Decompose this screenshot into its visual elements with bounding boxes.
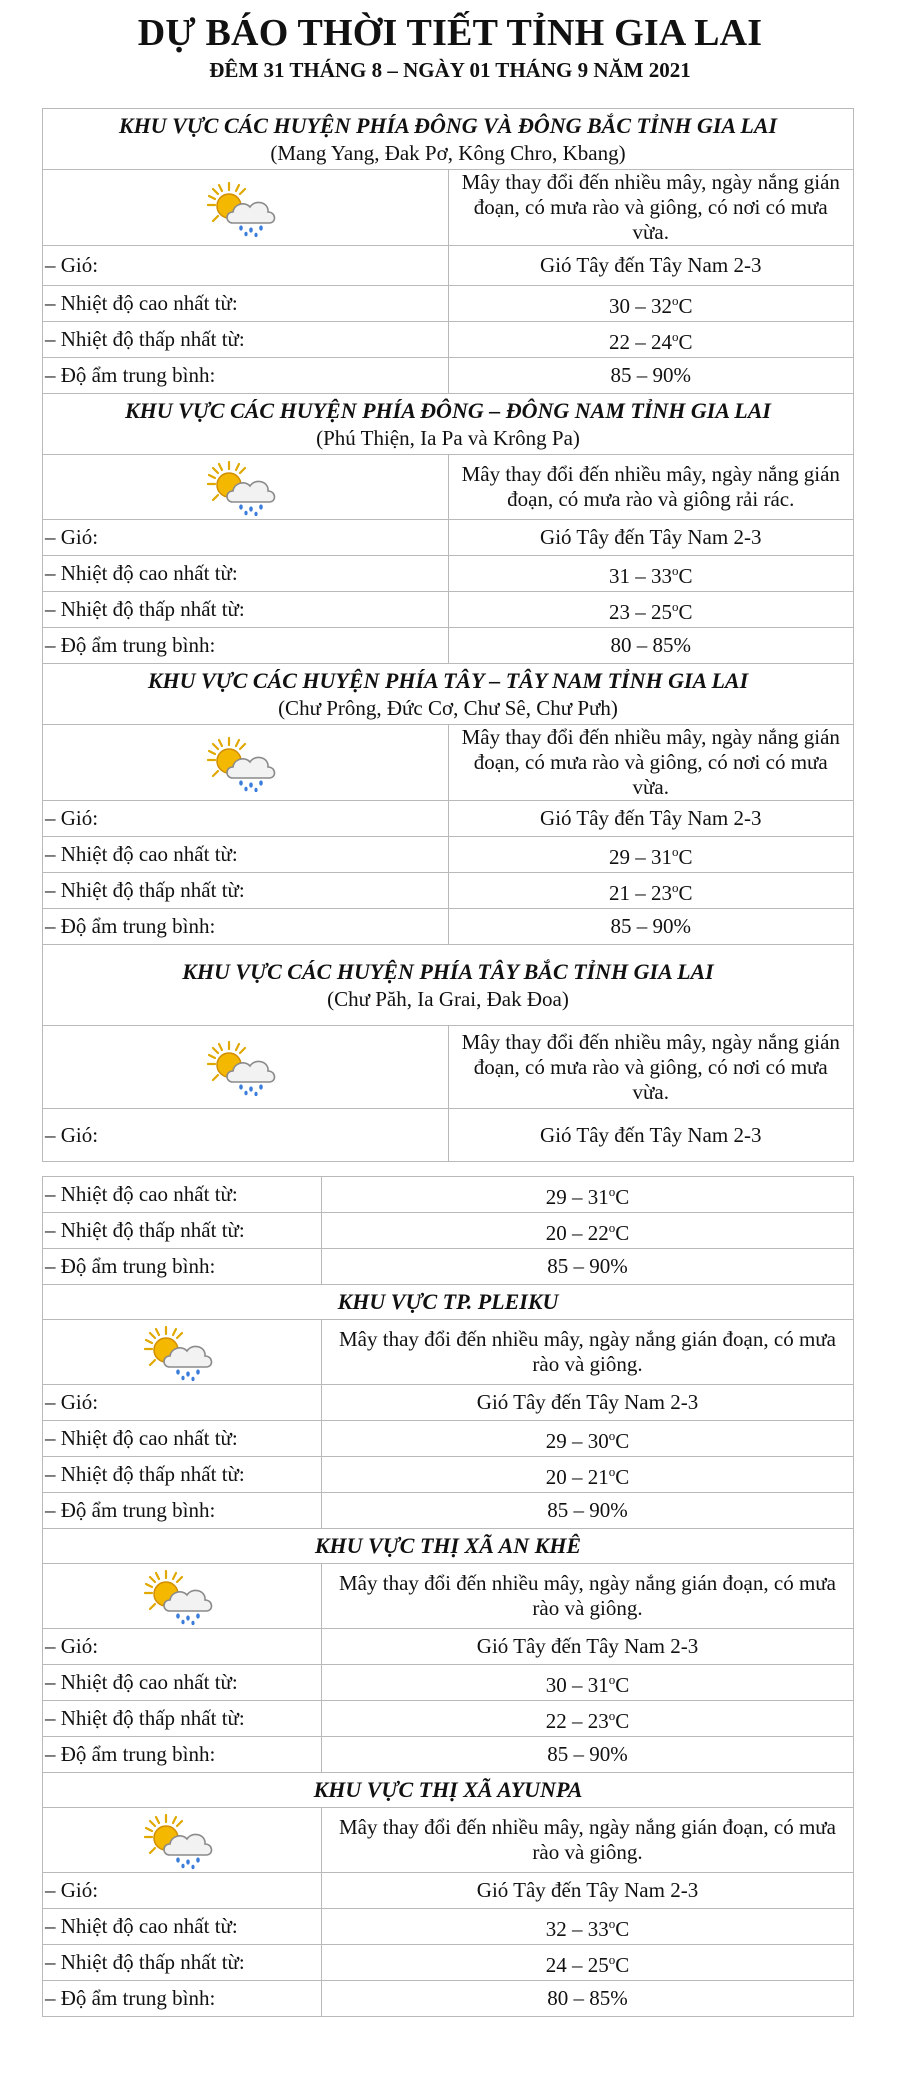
temp-max-label: – Nhiệt độ cao nhất từ: bbox=[43, 1665, 322, 1701]
wind-label: – Gió: bbox=[43, 246, 449, 286]
temp-min-label: – Nhiệt độ thấp nhất từ: bbox=[43, 1945, 322, 1981]
forecast-description: Mây thay đổi đến nhiều mây, ngày nắng gián đoạn, có mưa rào và giông rải rác. bbox=[448, 455, 854, 520]
region-districts: (Chư Prông, Đức Cơ, Chư Sê, Chư Pưh) bbox=[278, 696, 618, 720]
region-name: KHU VỰC CÁC HUYỆN PHÍA TÂY – TÂY NAM TỈNH GIA LAI bbox=[147, 668, 749, 693]
humidity-value: 85 – 90% bbox=[322, 1493, 854, 1529]
forecast-content bbox=[42, 108, 854, 2017]
region-name: KHU VỰC THỊ XÃ AN KHÊ bbox=[314, 1533, 582, 1558]
temp-max-label: – Nhiệt độ cao nhất từ: bbox=[43, 1421, 322, 1457]
region-header bbox=[43, 1773, 854, 1808]
temp-min-row bbox=[43, 592, 854, 628]
wind-row bbox=[43, 246, 854, 286]
sun-cloud-rain-icon bbox=[142, 1323, 218, 1381]
temp-min-value: 20 – 21$^o$C bbox=[322, 1457, 854, 1493]
humidity-label: – Độ ẩm trung bình: bbox=[43, 1493, 322, 1529]
temp-max-label: – Nhiệt độ cao nhất từ: bbox=[43, 1177, 322, 1213]
region-districts: (Phú Thiện, Ia Pa và Krông Pa) bbox=[316, 426, 580, 450]
region-name: KHU VỰC CÁC HUYỆN PHÍA TÂY BẮC TỈNH GIA LAI bbox=[182, 959, 714, 984]
temp-min-value: 24 – 25$^o$C bbox=[322, 1945, 854, 1981]
wind-value: Gió Tây đến Tây Nam 2-3 bbox=[322, 1385, 854, 1421]
wind-row bbox=[43, 520, 854, 556]
wind-value: Gió Tây đến Tây Nam 2-3 bbox=[448, 801, 854, 837]
temp-max-row bbox=[43, 1177, 854, 1213]
humidity-label: – Độ ẩm trung bình: bbox=[43, 1737, 322, 1773]
humidity-row bbox=[43, 628, 854, 664]
temp-min-label: – Nhiệt độ thấp nhất từ: bbox=[43, 1457, 322, 1493]
temp-max-value: 30 – 31$^o$C bbox=[322, 1665, 854, 1701]
temp-max-value: 30 – 32$^o$C bbox=[448, 286, 854, 322]
wind-row bbox=[43, 1385, 854, 1421]
page-header bbox=[0, 0, 900, 83]
temp-max-label: – Nhiệt độ cao nhất từ: bbox=[43, 1909, 322, 1945]
sun-cloud-rain-icon bbox=[142, 1567, 218, 1625]
temp-min-row bbox=[43, 1213, 854, 1249]
humidity-row bbox=[43, 1737, 854, 1773]
humidity-label: – Độ ẩm trung bình: bbox=[43, 628, 449, 664]
humidity-value: 85 – 90% bbox=[448, 909, 854, 945]
temp-max-label: – Nhiệt độ cao nhất từ: bbox=[43, 286, 449, 322]
temp-min-value: 21 – 23$^o$C bbox=[448, 873, 854, 909]
region-header bbox=[43, 394, 854, 455]
humidity-value: 85 – 90% bbox=[322, 1249, 854, 1285]
region-forecast-row bbox=[43, 1026, 854, 1109]
region-header bbox=[43, 109, 854, 170]
temp-min-label: – Nhiệt độ thấp nhất từ: bbox=[43, 1701, 322, 1737]
humidity-value: 85 – 90% bbox=[322, 1737, 854, 1773]
region-name: KHU VỰC THỊ XÃ AYUNPA bbox=[313, 1777, 583, 1802]
forecast-description: Mây thay đổi đến nhiều mây, ngày nắng gián đoạn, có mưa rào và giông, có nơi có mưa vừa. bbox=[448, 170, 854, 246]
humidity-row bbox=[43, 1981, 854, 2017]
temp-min-row bbox=[43, 1701, 854, 1737]
sun-cloud-rain-icon bbox=[205, 179, 281, 237]
temp-max-row bbox=[43, 286, 854, 322]
wind-value: Gió Tây đến Tây Nam 2-3 bbox=[322, 1629, 854, 1665]
page-subtitle: ĐÊM 31 THÁNG 8 – NGÀY 01 THÁNG 9 NĂM 2021 bbox=[209, 58, 691, 82]
temp-min-row bbox=[43, 322, 854, 358]
sun-cloud-rain-icon bbox=[205, 734, 281, 792]
humidity-row bbox=[43, 909, 854, 945]
forecast-description: Mây thay đổi đến nhiều mây, ngày nắng gián đoạn, có mưa rào và giông. bbox=[322, 1320, 854, 1385]
humidity-label: – Độ ẩm trung bình: bbox=[43, 358, 449, 394]
wind-label: – Gió: bbox=[43, 801, 449, 837]
sun-cloud-rain-icon bbox=[205, 458, 281, 516]
region-name: KHU VỰC CÁC HUYỆN PHÍA ĐÔNG – ĐÔNG NAM TỈNH GIA LAI bbox=[125, 398, 771, 423]
wind-label: – Gió: bbox=[43, 1385, 322, 1421]
wind-row bbox=[43, 801, 854, 837]
humidity-row bbox=[43, 1493, 854, 1529]
region-name: KHU VỰC TP. PLEIKU bbox=[337, 1289, 559, 1314]
humidity-label: – Độ ẩm trung bình: bbox=[43, 909, 449, 945]
temp-max-value: 29 – 31$^o$C bbox=[322, 1177, 854, 1213]
region-name: KHU VỰC CÁC HUYỆN PHÍA ĐÔNG VÀ ĐÔNG BẮC TỈNH GIA LAI bbox=[118, 113, 778, 138]
wind-label: – Gió: bbox=[43, 1109, 449, 1162]
region-districts: (Mang Yang, Đak Pơ, Kông Chro, Kbang) bbox=[270, 141, 626, 165]
temp-max-value: 31 – 33$^o$C bbox=[448, 556, 854, 592]
forecast-description: Mây thay đổi đến nhiều mây, ngày nắng gián đoạn, có mưa rào và giông, có nơi có mưa vừa. bbox=[448, 1026, 854, 1109]
wind-row bbox=[43, 1629, 854, 1665]
forecast-description: Mây thay đổi đến nhiều mây, ngày nắng gián đoạn, có mưa rào và giông. bbox=[322, 1564, 854, 1629]
temp-max-row bbox=[43, 837, 854, 873]
temp-max-label: – Nhiệt độ cao nhất từ: bbox=[43, 556, 449, 592]
region-forecast-row bbox=[43, 1320, 854, 1385]
region-header bbox=[43, 1529, 854, 1564]
temp-max-row bbox=[43, 556, 854, 592]
page-title: DỰ BÁO THỜI TIẾT TỈNH GIA LAI bbox=[137, 12, 763, 54]
sun-cloud-rain-icon bbox=[142, 1811, 218, 1869]
humidity-label: – Độ ẩm trung bình: bbox=[43, 1249, 322, 1285]
temp-min-value: 22 – 23$^o$C bbox=[322, 1701, 854, 1737]
wind-value: Gió Tây đến Tây Nam 2-3 bbox=[448, 520, 854, 556]
temp-min-value: 23 – 25$^o$C bbox=[448, 592, 854, 628]
temp-min-row bbox=[43, 1945, 854, 1981]
wind-value: Gió Tây đến Tây Nam 2-3 bbox=[448, 246, 854, 286]
temp-min-label: – Nhiệt độ thấp nhất từ: bbox=[43, 873, 449, 909]
temp-min-row bbox=[43, 873, 854, 909]
forecast-description: Mây thay đổi đến nhiều mây, ngày nắng gián đoạn, có mưa rào và giông. bbox=[322, 1808, 854, 1873]
wind-label: – Gió: bbox=[43, 1629, 322, 1665]
humidity-row bbox=[43, 358, 854, 394]
humidity-label: – Độ ẩm trung bình: bbox=[43, 1981, 322, 2017]
wind-value: Gió Tây đến Tây Nam 2-3 bbox=[448, 1109, 854, 1162]
humidity-value: 85 – 90% bbox=[448, 358, 854, 394]
temp-max-row bbox=[43, 1909, 854, 1945]
wind-label: – Gió: bbox=[43, 520, 449, 556]
wind-row bbox=[43, 1109, 854, 1162]
wind-row bbox=[43, 1873, 854, 1909]
region-header bbox=[43, 1285, 854, 1320]
temp-min-value: 22 – 24$^o$C bbox=[448, 322, 854, 358]
sun-cloud-rain-icon bbox=[205, 1038, 281, 1096]
temp-max-value: 29 – 30$^o$C bbox=[322, 1421, 854, 1457]
temp-max-row bbox=[43, 1665, 854, 1701]
humidity-value: 80 – 85% bbox=[322, 1981, 854, 2017]
humidity-value: 80 – 85% bbox=[448, 628, 854, 664]
temp-max-value: 29 – 31$^o$C bbox=[448, 837, 854, 873]
region-header bbox=[43, 664, 854, 725]
region-table-east-northeast bbox=[42, 108, 854, 1162]
region-forecast-row bbox=[43, 170, 854, 246]
region-forecast-row bbox=[43, 1808, 854, 1873]
temp-min-label: – Nhiệt độ thấp nhất từ: bbox=[43, 1213, 322, 1249]
temp-max-row bbox=[43, 1421, 854, 1457]
region-forecast-row bbox=[43, 455, 854, 520]
forecast-description: Mây thay đổi đến nhiều mây, ngày nắng gián đoạn, có mưa rào và giông, có nơi có mưa vừa. bbox=[448, 725, 854, 801]
temp-max-value: 32 – 33$^o$C bbox=[322, 1909, 854, 1945]
humidity-row bbox=[43, 1249, 854, 1285]
region-header bbox=[43, 945, 854, 1026]
temp-max-label: – Nhiệt độ cao nhất từ: bbox=[43, 837, 449, 873]
temp-min-value: 20 – 22$^o$C bbox=[322, 1213, 854, 1249]
table-gap bbox=[42, 1162, 854, 1176]
region-districts: (Chư Păh, Ia Grai, Đak Đoa) bbox=[327, 987, 569, 1011]
region-forecast-row bbox=[43, 725, 854, 801]
wind-value: Gió Tây đến Tây Nam 2-3 bbox=[322, 1873, 854, 1909]
region-forecast-row bbox=[43, 1564, 854, 1629]
temp-min-label: – Nhiệt độ thấp nhất từ: bbox=[43, 322, 449, 358]
wind-label: – Gió: bbox=[43, 1873, 322, 1909]
region-table-continued bbox=[42, 1176, 854, 2017]
temp-min-row bbox=[43, 1457, 854, 1493]
temp-min-label: – Nhiệt độ thấp nhất từ: bbox=[43, 592, 449, 628]
